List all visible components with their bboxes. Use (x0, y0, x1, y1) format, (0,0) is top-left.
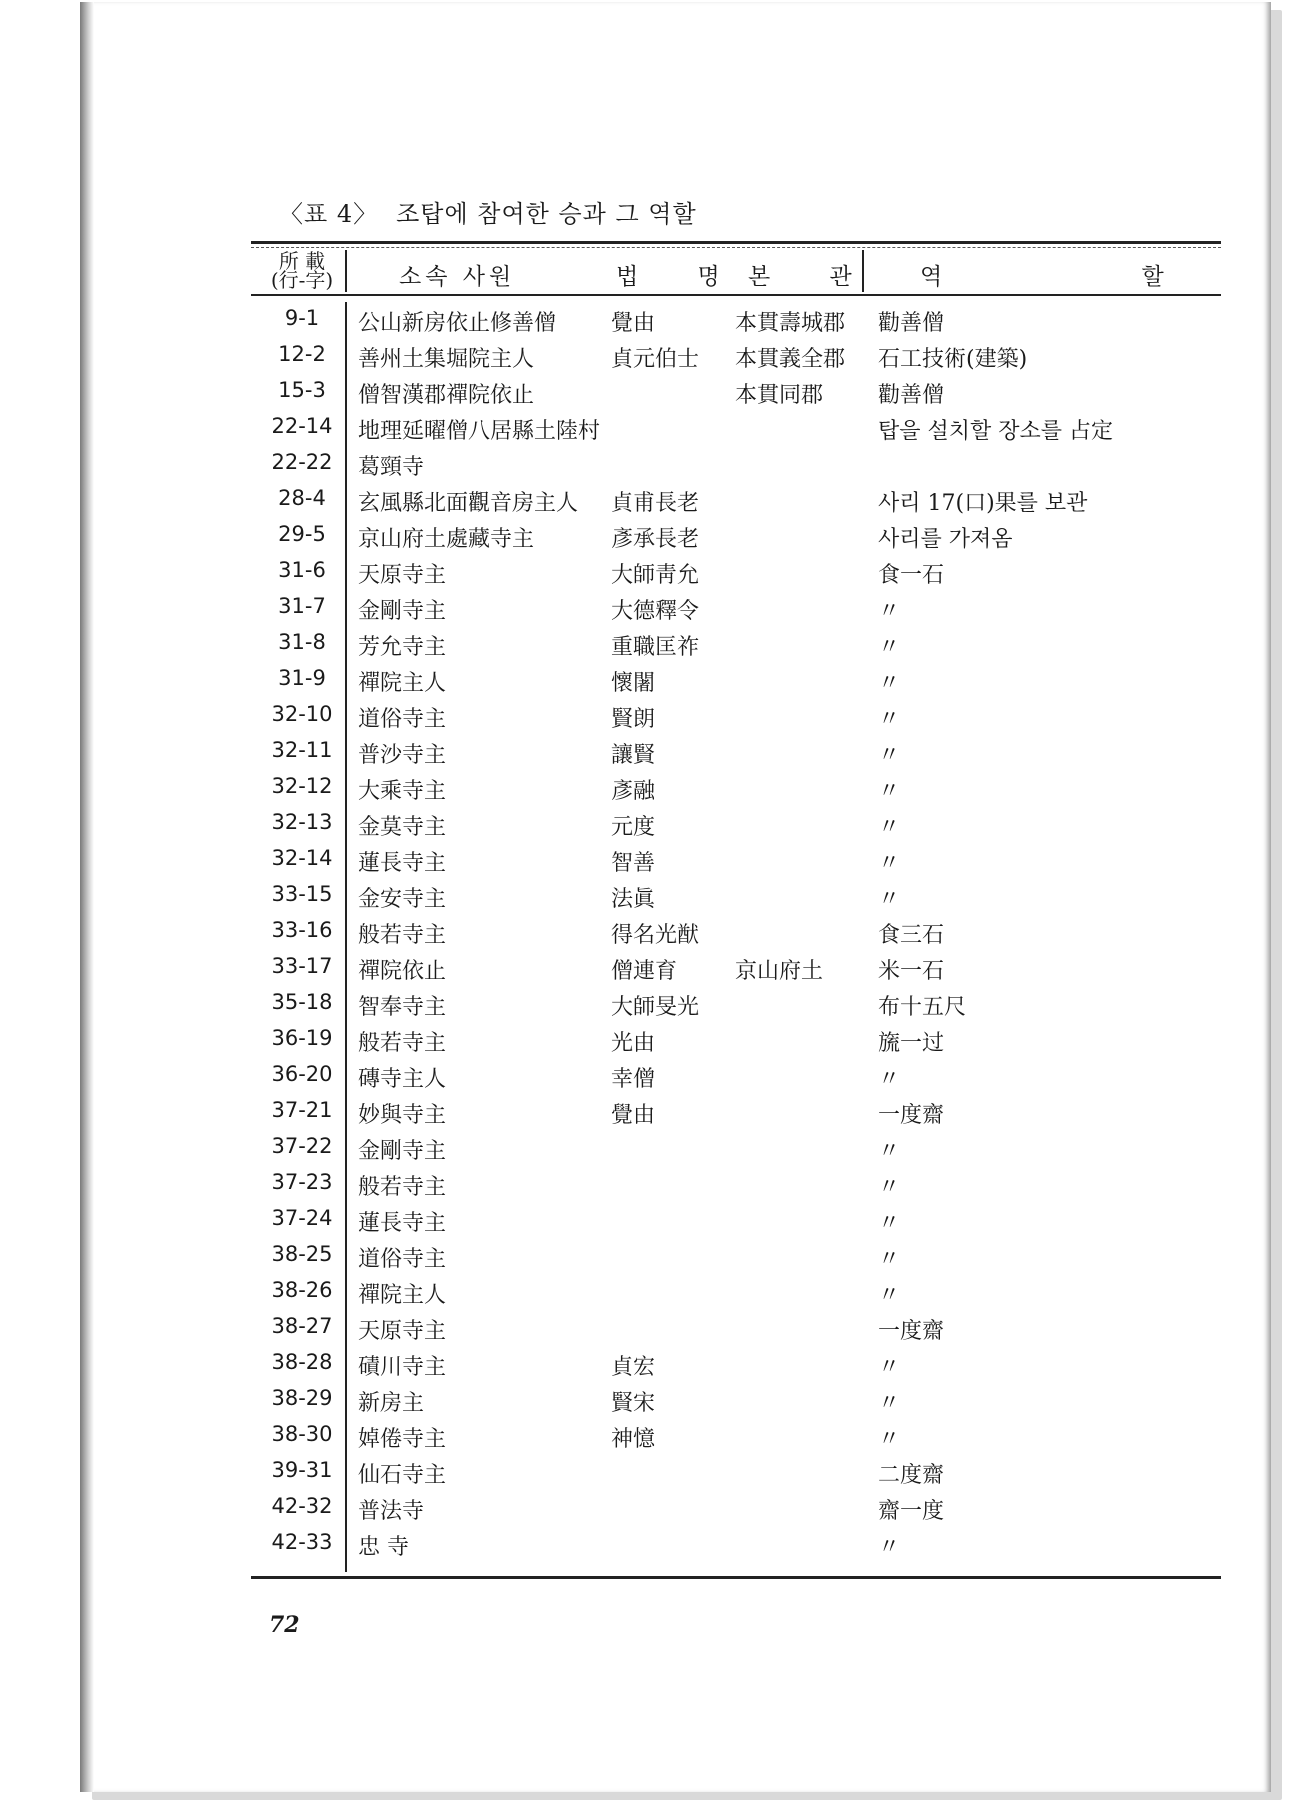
cell-location: 36-20 (271, 1062, 333, 1086)
cell-location: 35-18 (271, 990, 333, 1014)
cell-temple: 禪院依止 (358, 959, 447, 984)
cell-dharma-name: 大師靑允 (611, 563, 700, 588)
cell-location: 42-32 (271, 1494, 333, 1518)
cell-location: 22-14 (271, 414, 333, 438)
cell-dharma-name: 覺由 (611, 311, 656, 336)
cell-temple: 禪院主人 (358, 1283, 447, 1308)
cell-role: 〃 (878, 1247, 901, 1272)
cell-role: 〃 (878, 707, 901, 732)
cell-temple: 智奉寺主 (358, 995, 447, 1020)
cell-dharma-name: 讓賢 (611, 743, 656, 768)
cell-role: 〃 (878, 1391, 901, 1416)
cell-temple: 道俗寺主 (358, 707, 447, 732)
cell-role: 齋一度 (878, 1499, 945, 1524)
cell-temple: 新房主 (358, 1391, 425, 1416)
cell-location: 42-33 (271, 1530, 333, 1554)
cell-location: 12-2 (278, 342, 326, 366)
cell-location: 31-7 (278, 594, 326, 618)
table-row (83, 590, 1271, 626)
cell-dharma-name: 賢朗 (611, 707, 656, 732)
header-role: 역 할 (920, 264, 1260, 290)
cell-role: 二度齋 (878, 1463, 945, 1488)
cell-dharma-name: 法眞 (611, 887, 656, 912)
cell-dharma-name: 僧連育 (611, 959, 678, 984)
table-caption: 조탑에 참여한 승과 그 역할 (396, 200, 697, 228)
cell-role: 食一石 (878, 563, 945, 588)
cell-temple: 般若寺主 (358, 1175, 447, 1200)
cell-role: 〃 (878, 1535, 901, 1560)
table-row (83, 1238, 1271, 1274)
table-body (83, 302, 1271, 1562)
cell-location: 32-13 (271, 810, 333, 834)
cell-role: 〃 (878, 1283, 901, 1308)
cell-location: 37-22 (271, 1134, 333, 1158)
cell-role: 〃 (878, 887, 901, 912)
cell-role: 〃 (878, 1355, 901, 1380)
cell-location: 33-16 (271, 918, 333, 942)
cell-location: 32-10 (271, 702, 333, 726)
cell-temple: 磧川寺主 (358, 1355, 447, 1380)
table-row (83, 518, 1271, 554)
cell-temple: 婥倦寺主 (358, 1427, 447, 1452)
cell-dharma-name: 得名光猷 (611, 923, 700, 948)
table-row (83, 1454, 1271, 1490)
cell-dharma-name: 元度 (611, 815, 656, 840)
table-row (83, 1382, 1271, 1418)
cell-role: 〃 (878, 1139, 901, 1164)
cell-location: 32-12 (271, 774, 333, 798)
cell-role: 〃 (878, 743, 901, 768)
table-row (83, 1202, 1271, 1238)
table-top-dashed-rule (251, 247, 1221, 248)
table-row (83, 374, 1271, 410)
cell-role: 〃 (878, 1427, 901, 1452)
page-number: 72 (269, 1612, 300, 1638)
cell-dharma-name: 幸僧 (611, 1067, 656, 1092)
cell-temple: 金安寺主 (358, 887, 447, 912)
table-row (83, 1130, 1271, 1166)
cell-location: 15-3 (278, 378, 326, 402)
cell-temple: 磚寺主人 (358, 1067, 447, 1092)
cell-dharma-name: 重職匡祚 (611, 635, 700, 660)
cell-location: 38-26 (271, 1278, 333, 1302)
table-row (83, 626, 1271, 662)
cell-role: 旒一过 (878, 1031, 945, 1056)
table-row (83, 302, 1271, 338)
table-top-rule (251, 241, 1221, 244)
cell-location: 31-8 (278, 630, 326, 654)
cell-origin: 本貫義全郡 (735, 347, 846, 372)
table-row (83, 1274, 1271, 1310)
cell-role: 一度齋 (878, 1103, 945, 1128)
cell-dharma-name: 貞甫長老 (611, 491, 700, 516)
header-location-top: 所 載 (278, 249, 326, 273)
cell-dharma-name: 貞元伯士 (611, 347, 700, 372)
book-page (80, 2, 1271, 1792)
page-binding-edge (80, 2, 94, 1792)
table-row (83, 1526, 1271, 1562)
cell-temple: 般若寺主 (358, 923, 447, 948)
cell-temple: 忠 寺 (358, 1535, 409, 1560)
table-row (83, 770, 1271, 806)
cell-role: 〃 (878, 635, 901, 660)
table-row (83, 1094, 1271, 1130)
cell-temple: 金剛寺主 (358, 599, 447, 624)
table-row (83, 1310, 1271, 1346)
table-row (83, 698, 1271, 734)
table-row (83, 1418, 1271, 1454)
cell-location: 9-1 (284, 306, 320, 330)
cell-temple: 妙與寺主 (358, 1103, 447, 1128)
table-row (83, 986, 1271, 1022)
header-location-bottom: (行-字) (270, 268, 334, 292)
table-row (83, 1490, 1271, 1526)
cell-temple: 京山府土處藏寺主 (358, 527, 535, 552)
cell-role: 〃 (878, 599, 901, 624)
table-row (83, 1022, 1271, 1058)
cell-temple: 僧智漢郡禪院依止 (358, 383, 535, 408)
cell-temple: 天原寺主 (358, 563, 447, 588)
table-row (83, 482, 1271, 518)
cell-dharma-name: 神憶 (611, 1427, 656, 1452)
cell-temple: 般若寺主 (358, 1031, 447, 1056)
cell-role: 石工技術(建築) (878, 347, 1028, 372)
cell-location: 32-11 (271, 738, 333, 762)
cell-temple: 善州土集堀院主人 (358, 347, 535, 372)
cell-temple: 仙石寺主 (358, 1463, 447, 1488)
cell-temple: 金莫寺主 (358, 815, 447, 840)
cell-location: 37-23 (271, 1170, 333, 1194)
header-column-divider (345, 250, 347, 292)
table-title (279, 194, 697, 229)
cell-role: 食三石 (878, 923, 945, 948)
cell-role: 〃 (878, 815, 901, 840)
header-temple: 소속 사원 (399, 264, 516, 290)
cell-location: 36-19 (271, 1026, 333, 1050)
cell-location: 33-17 (271, 954, 333, 978)
cell-role: 勸善僧 (878, 311, 945, 336)
table-row (83, 554, 1271, 590)
cell-role: 〃 (878, 671, 901, 696)
cell-dharma-name: 彥融 (611, 779, 656, 804)
cell-dharma-name: 大師旻光 (611, 995, 700, 1020)
table-row (83, 914, 1271, 950)
cell-location: 22-22 (271, 450, 333, 474)
cell-dharma-name: 光由 (611, 1031, 656, 1056)
cell-origin: 本貫同郡 (735, 383, 824, 408)
cell-location: 38-30 (271, 1422, 333, 1446)
cell-location: 31-6 (278, 558, 326, 582)
table-row (83, 662, 1271, 698)
table-row (83, 1166, 1271, 1202)
cell-location: 38-27 (271, 1314, 333, 1338)
table-row (83, 410, 1271, 446)
table-row (83, 1346, 1271, 1382)
cell-dharma-name: 覺由 (611, 1103, 656, 1128)
cell-temple: 芳允寺主 (358, 635, 447, 660)
cell-temple: 金剛寺主 (358, 1139, 447, 1164)
cell-location: 29-5 (278, 522, 326, 546)
cell-role: 사리를 가져옴 (878, 527, 1013, 552)
header-origin: 본 관 (748, 264, 878, 290)
cell-role: 布十五尺 (878, 995, 967, 1020)
table-row (83, 734, 1271, 770)
cell-location: 37-21 (271, 1098, 333, 1122)
table-header-rule (251, 294, 1221, 296)
cell-temple: 普法寺 (358, 1499, 425, 1524)
table-bottom-rule (251, 1576, 1221, 1579)
cell-location: 39-31 (271, 1458, 333, 1482)
cell-temple: 禪院主人 (358, 671, 447, 696)
cell-temple: 蓮長寺主 (358, 851, 447, 876)
cell-role: 一度齋 (878, 1319, 945, 1344)
table-row (83, 1058, 1271, 1094)
cell-location: 38-28 (271, 1350, 333, 1374)
cell-role: 勸善僧 (878, 383, 945, 408)
header-role-divider (862, 250, 864, 292)
cell-role: 〃 (878, 1067, 901, 1092)
cell-location: 28-4 (278, 486, 326, 510)
cell-temple: 蓮長寺主 (358, 1211, 447, 1236)
table-row (83, 806, 1271, 842)
cell-dharma-name: 貞宏 (611, 1355, 656, 1380)
cell-location: 31-9 (278, 666, 326, 690)
cell-role: 〃 (878, 1175, 901, 1200)
cell-temple: 葛頸寺 (358, 455, 425, 480)
cell-temple: 公山新房依止修善僧 (358, 311, 557, 336)
cell-dharma-name: 懷闍 (611, 671, 656, 696)
table-row (83, 842, 1271, 878)
cell-role: 〃 (878, 851, 901, 876)
table-row (83, 338, 1271, 374)
cell-role: 탑을 설치할 장소를 占定 (878, 419, 1113, 444)
header-location (263, 249, 341, 292)
cell-dharma-name: 大德釋令 (611, 599, 700, 624)
cell-role: 〃 (878, 779, 901, 804)
header-dharma-name: 법 명 (616, 264, 746, 290)
cell-origin: 京山府土 (735, 959, 824, 984)
cell-temple: 道俗寺主 (358, 1247, 447, 1272)
cell-temple: 大乘寺主 (358, 779, 447, 804)
cell-dharma-name: 賢宋 (611, 1391, 656, 1416)
cell-location: 38-29 (271, 1386, 333, 1410)
cell-origin: 本貫壽城郡 (735, 311, 846, 336)
cell-location: 32-14 (271, 846, 333, 870)
cell-role: 〃 (878, 1211, 901, 1236)
table-row (83, 950, 1271, 986)
cell-temple: 普沙寺主 (358, 743, 447, 768)
cell-location: 38-25 (271, 1242, 333, 1266)
cell-role: 사리 17(口)果를 보관 (878, 491, 1088, 516)
cell-dharma-name: 智善 (611, 851, 656, 876)
table-row (83, 446, 1271, 482)
cell-role: 米一石 (878, 959, 945, 984)
table-row (83, 878, 1271, 914)
cell-location: 37-24 (271, 1206, 333, 1230)
cell-temple: 地理延曜僧八居縣土陸村 (358, 419, 601, 444)
cell-temple: 玄風縣北面觀音房主人 (358, 491, 579, 516)
cell-temple: 天原寺主 (358, 1319, 447, 1344)
table-label: 〈표 4〉 (279, 200, 379, 228)
cell-location: 33-15 (271, 882, 333, 906)
cell-dharma-name: 彥承長老 (611, 527, 700, 552)
